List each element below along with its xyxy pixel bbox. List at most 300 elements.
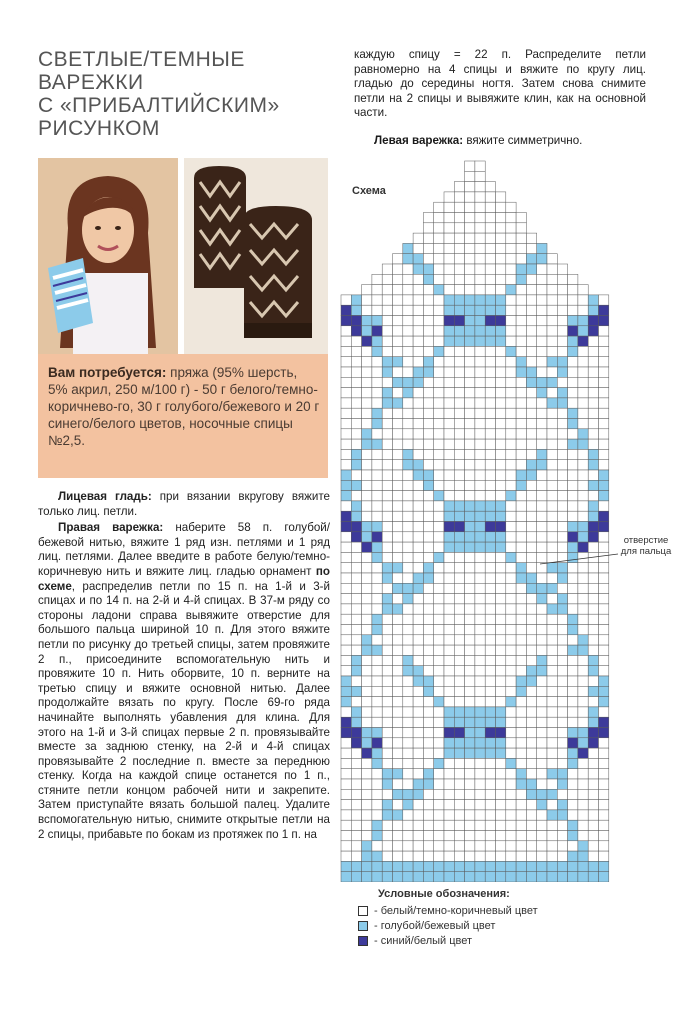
requirements-label: Вам потребуется: (48, 365, 167, 380)
chart-cell (341, 655, 351, 665)
chart-cell (393, 316, 403, 326)
chart-cell (362, 831, 372, 841)
chart-cell (444, 202, 454, 212)
chart-cell (382, 429, 392, 439)
chart-cell (465, 614, 475, 624)
chart-cell (485, 501, 495, 511)
chart-cell (516, 460, 526, 470)
chart-cell (372, 604, 382, 614)
chart-cell (372, 470, 382, 480)
chart-cell (516, 779, 526, 789)
chart-cell (372, 655, 382, 665)
chart-cell (393, 758, 403, 768)
chart-cell (537, 316, 547, 326)
chart-cell (578, 728, 588, 738)
chart-cell (506, 398, 516, 408)
chart-cell (465, 851, 475, 861)
chart-cell (351, 439, 361, 449)
chart-cell (485, 614, 495, 624)
chart-cell (393, 264, 403, 274)
chart-cell (485, 717, 495, 727)
chart-cell (557, 717, 567, 727)
chart-cell (537, 851, 547, 861)
chart-cell (454, 491, 464, 501)
chart-cell (341, 357, 351, 367)
chart-cell (599, 594, 609, 604)
chart-cell (351, 491, 361, 501)
chart-cell (403, 573, 413, 583)
chart-cell (526, 594, 536, 604)
chart-cell (485, 738, 495, 748)
chart-cell (351, 779, 361, 789)
chart-cell (475, 449, 485, 459)
chart-cell (341, 604, 351, 614)
chart-cell (465, 233, 475, 243)
chart-cell (537, 861, 547, 871)
chart-cell (537, 800, 547, 810)
chart-cell (547, 522, 557, 532)
chart-cell (526, 449, 536, 459)
chart-cell (372, 480, 382, 490)
chart-cell (557, 419, 567, 429)
chart-cell (423, 408, 433, 418)
chart-cell (362, 357, 372, 367)
chart-cell (588, 439, 598, 449)
chart-cell (537, 243, 547, 253)
chart-cell (434, 449, 444, 459)
chart-cell (372, 491, 382, 501)
chart-cell (578, 635, 588, 645)
chart-cell (578, 419, 588, 429)
chart-cell (516, 552, 526, 562)
chart-cell (465, 274, 475, 284)
chart-cell (578, 480, 588, 490)
chart-cell (454, 522, 464, 532)
chart-cell (393, 604, 403, 614)
chart-cell (362, 666, 372, 676)
requirements-text: пряжа (95% шерсть, 5% акрил, 250 м/100 г) - 50 г белого/темно-коричнево-го, 30 г голубого/бежевого и 20 г синего/белого цветов, носочные спицы №2,5. (48, 365, 320, 448)
chart-cell (403, 542, 413, 552)
chart-cell (588, 336, 598, 346)
chart-cell (382, 789, 392, 799)
chart-cell (588, 758, 598, 768)
chart-cell (578, 769, 588, 779)
chart-cell (444, 831, 454, 841)
chart-cell (557, 820, 567, 830)
chart-cell (526, 377, 536, 387)
chart-cell (516, 336, 526, 346)
chart-cell (341, 316, 351, 326)
chart-cell (444, 254, 454, 264)
chart-cell (434, 522, 444, 532)
chart-cell (496, 872, 506, 882)
chart-cell (434, 460, 444, 470)
chart-cell (454, 470, 464, 480)
chart-cell (444, 388, 454, 398)
chart-cell (557, 841, 567, 851)
chart-cell (506, 728, 516, 738)
chart-cell (465, 872, 475, 882)
chart-cell (393, 305, 403, 315)
chart-cell (393, 254, 403, 264)
chart-cell (496, 491, 506, 501)
chart-cell (599, 635, 609, 645)
chart-cell (372, 635, 382, 645)
chart-cell (382, 264, 392, 274)
chart-cell (516, 511, 526, 521)
chart-cell (557, 861, 567, 871)
chart-cell (434, 841, 444, 851)
chart-cell (465, 408, 475, 418)
chart-cell (537, 625, 547, 635)
chart-cell (485, 192, 495, 202)
chart-cell (434, 583, 444, 593)
chart-cell (434, 316, 444, 326)
chart-cell (568, 779, 578, 789)
chart-cell (403, 686, 413, 696)
chart-cell (537, 439, 547, 449)
chart-cell (351, 326, 361, 336)
photo-row (38, 158, 328, 354)
chart-cell (444, 491, 454, 501)
chart-cell (588, 655, 598, 665)
chart-cell (382, 532, 392, 542)
chart-cell (382, 769, 392, 779)
chart-cell (423, 604, 433, 614)
chart-cell (578, 470, 588, 480)
chart-cell (475, 686, 485, 696)
chart-cell (382, 295, 392, 305)
chart-cell (599, 614, 609, 624)
chart-cell (526, 779, 536, 789)
chart-cell (341, 738, 351, 748)
chart-cell (526, 573, 536, 583)
chart-cell (413, 573, 423, 583)
chart-cell (599, 666, 609, 676)
chart-cell (547, 357, 557, 367)
chart-cell (351, 686, 361, 696)
chart-cell (526, 532, 536, 542)
chart-cell (496, 542, 506, 552)
chart-cell (578, 429, 588, 439)
chart-cell (423, 449, 433, 459)
chart-cell (454, 552, 464, 562)
chart-cell (382, 810, 392, 820)
chart-cell (485, 336, 495, 346)
chart-cell (516, 810, 526, 820)
chart-cell (403, 285, 413, 295)
chart-cell (568, 810, 578, 820)
chart-cell (341, 522, 351, 532)
chart-cell (516, 429, 526, 439)
chart-cell (444, 408, 454, 418)
chart-cell (454, 243, 464, 253)
chart-cell (485, 439, 495, 449)
left-mitten-paragraph (374, 134, 654, 149)
chart-cell (568, 285, 578, 295)
chart-cell (568, 439, 578, 449)
chart-cell (496, 274, 506, 284)
chart-cell (568, 748, 578, 758)
chart-cell (382, 645, 392, 655)
chart-cell (578, 738, 588, 748)
chart-cell (434, 357, 444, 367)
chart-cell (537, 666, 547, 676)
chart-cell (568, 367, 578, 377)
chart-cell (516, 480, 526, 490)
chart-cell (568, 408, 578, 418)
chart-cell (341, 779, 351, 789)
chart-cell (485, 573, 495, 583)
title-line-2: ВАРЕЖКИ (38, 71, 144, 94)
chart-cell (393, 377, 403, 387)
chart-cell (351, 563, 361, 573)
chart-cell (599, 851, 609, 861)
chart-cell (599, 789, 609, 799)
chart-cell (516, 285, 526, 295)
chart-cell (557, 470, 567, 480)
chart-cell (413, 738, 423, 748)
chart-cell (454, 357, 464, 367)
chart-cell (393, 367, 403, 377)
chart-cell (403, 861, 413, 871)
chart-cell (413, 625, 423, 635)
chart-cell (351, 449, 361, 459)
chart-cell (393, 851, 403, 861)
chart-cell (568, 594, 578, 604)
chart-cell (465, 758, 475, 768)
chart-cell (485, 223, 495, 233)
chart-cell (599, 326, 609, 336)
chart-cell (413, 346, 423, 356)
chart-cell (413, 408, 423, 418)
chart-cell (382, 346, 392, 356)
chart-cell (496, 594, 506, 604)
chart-cell (485, 645, 495, 655)
chart-cell (403, 522, 413, 532)
chart-cell (506, 625, 516, 635)
chart-cell (537, 254, 547, 264)
chart-cell (351, 728, 361, 738)
chart-cell (537, 449, 547, 459)
chart-cell (547, 635, 557, 645)
chart-cell (547, 758, 557, 768)
chart-cell (382, 697, 392, 707)
chart-cell (516, 491, 526, 501)
chart-cell (506, 614, 516, 624)
chart-cell (362, 295, 372, 305)
model-photo (38, 158, 178, 354)
chart-cell (341, 336, 351, 346)
chart-cell (526, 388, 536, 398)
chart-cell (434, 686, 444, 696)
chart-cell (362, 728, 372, 738)
chart-cell (588, 326, 598, 336)
chart-cell (506, 666, 516, 676)
chart-cell (372, 388, 382, 398)
chart-cell (444, 357, 454, 367)
chart-cell (444, 861, 454, 871)
chart-cell (526, 800, 536, 810)
chart-cell (403, 316, 413, 326)
chart-cell (526, 264, 536, 274)
chart-cell (444, 645, 454, 655)
chart-cell (506, 449, 516, 459)
chart-cell (351, 357, 361, 367)
chart-cell (516, 346, 526, 356)
chart-cell (341, 686, 351, 696)
chart-cell (465, 460, 475, 470)
chart-cell (362, 604, 372, 614)
chart-cell (465, 625, 475, 635)
continuation-text: каждую спицу = 22 п. Распределите петли равномерно на 4 спицы и вяжите по кругу лиц. гладью до середины ногтя. Затем снова снимите петли на 2 спицы и вывяжите клин, как на основной части. (354, 48, 646, 120)
chart-cell (485, 295, 495, 305)
chart-cell (434, 326, 444, 336)
chart-cell (372, 810, 382, 820)
chart-cell (506, 594, 516, 604)
chart-cell (485, 213, 495, 223)
chart-cell (537, 831, 547, 841)
chart-cell (393, 810, 403, 820)
chart-cell (465, 676, 475, 686)
chart-cell (537, 717, 547, 727)
chart-cell (444, 655, 454, 665)
chart-cell (485, 697, 495, 707)
chart-cell (454, 841, 464, 851)
chart-cell (475, 480, 485, 490)
chart-cell (341, 851, 351, 861)
chart-cell (382, 851, 392, 861)
chart-cell (434, 707, 444, 717)
chart-cell (372, 429, 382, 439)
chart-cell (423, 841, 433, 851)
chart-cell (454, 460, 464, 470)
chart-cell (362, 800, 372, 810)
chart-cell (506, 285, 516, 295)
chart-cell (403, 635, 413, 645)
chart-cell (423, 419, 433, 429)
chart-cell (485, 666, 495, 676)
chart-cell (454, 408, 464, 418)
chart-cell (382, 758, 392, 768)
chart-cell (496, 449, 506, 459)
chart-cell (496, 676, 506, 686)
chart-cell (496, 748, 506, 758)
chart-cell (372, 728, 382, 738)
chart-cell (599, 604, 609, 614)
chart-cell (526, 748, 536, 758)
chart-cell (382, 861, 392, 871)
chart-cell (475, 779, 485, 789)
legend-item-dark-blue (358, 933, 658, 948)
chart-cell (444, 563, 454, 573)
chart-cell (496, 831, 506, 841)
chart-cell (393, 470, 403, 480)
chart-cell (403, 614, 413, 624)
chart-cell (496, 779, 506, 789)
chart-cell (372, 686, 382, 696)
knitting-chart (340, 160, 610, 882)
chart-cell (423, 295, 433, 305)
chart-cell (413, 377, 423, 387)
chart-cell (393, 625, 403, 635)
chart-cell (547, 398, 557, 408)
chart-cell (341, 666, 351, 676)
chart-cell (413, 233, 423, 243)
chart-cell (444, 429, 454, 439)
chart-cell (423, 820, 433, 830)
chart-cell (506, 233, 516, 243)
chart-cell (403, 274, 413, 284)
chart-cell (506, 872, 516, 882)
chart-cell (465, 655, 475, 665)
chart-cell (372, 346, 382, 356)
chart-cell (351, 841, 361, 851)
chart-cell (557, 264, 567, 274)
chart-cell (403, 676, 413, 686)
chart-cell (485, 460, 495, 470)
chart-cell (351, 419, 361, 429)
chart-cell (341, 614, 351, 624)
chart-cell (516, 666, 526, 676)
chart-cell (444, 192, 454, 202)
chart-cell (434, 233, 444, 243)
chart-cell (423, 697, 433, 707)
chart-cell (547, 408, 557, 418)
chart-cell (588, 841, 598, 851)
chart-cell (341, 841, 351, 851)
chart-cell (599, 820, 609, 830)
chart-cell (568, 717, 578, 727)
legend-label-white: - белый/темно-коричневый цвет (374, 904, 538, 917)
chart-cell (568, 501, 578, 511)
chart-cell (423, 429, 433, 439)
chart-cell (588, 686, 598, 696)
chart-cell (547, 686, 557, 696)
chart-cell (547, 501, 557, 511)
chart-cell (444, 728, 454, 738)
chart-cell (423, 542, 433, 552)
chart-cell (393, 532, 403, 542)
chart-cell (599, 491, 609, 501)
chart-cell (413, 717, 423, 727)
chart-cell (485, 254, 495, 264)
chart-cell (537, 645, 547, 655)
chart-cell (393, 326, 403, 336)
chart-cell (506, 697, 516, 707)
chart-cell (444, 697, 454, 707)
chart-cell (444, 419, 454, 429)
chart-cell (423, 460, 433, 470)
chart-cell (393, 336, 403, 346)
chart-cell (496, 192, 506, 202)
chart-cell (475, 429, 485, 439)
chart-cell (485, 676, 495, 686)
chart-cell (516, 851, 526, 861)
chart-cell (382, 717, 392, 727)
chart-cell (444, 810, 454, 820)
chart-cell (403, 346, 413, 356)
chart-cell (454, 614, 464, 624)
chart-cell (423, 573, 433, 583)
stockinette-label: Лицевая гладь: (58, 490, 152, 503)
chart-cell (485, 408, 495, 418)
chart-cell (578, 851, 588, 861)
chart-cell (444, 573, 454, 583)
chart-cell (516, 470, 526, 480)
chart-cell (496, 738, 506, 748)
chart-cell (413, 861, 423, 871)
